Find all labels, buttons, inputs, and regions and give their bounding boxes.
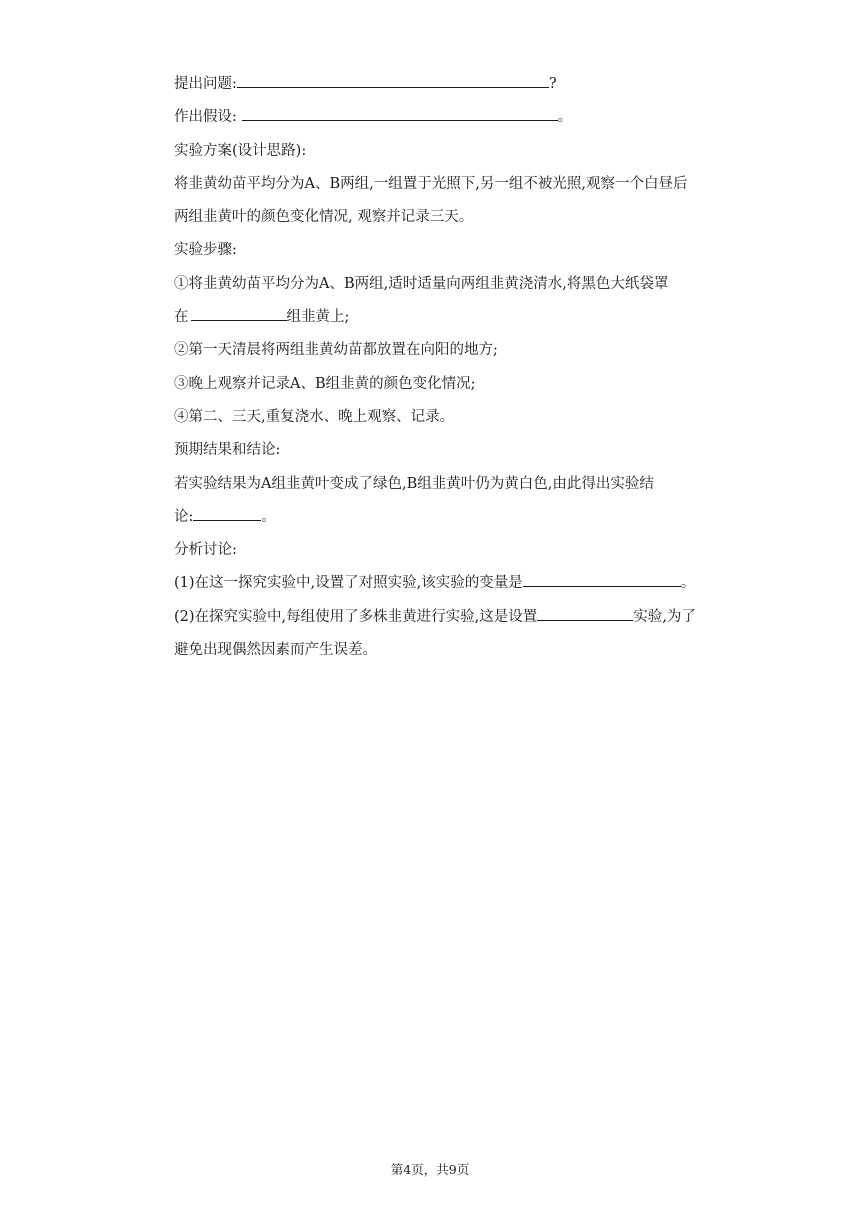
results-heading: 预期结果和结论: bbox=[174, 442, 281, 459]
plan-text-line-1: 将韭黄幼苗平均分为A、B两组,一组置于光照下,另一组不被光照,观察一个白昼后 bbox=[174, 175, 688, 192]
step4-line: ④第二、三天,重复浇水、晚上观察、记录。 bbox=[174, 408, 455, 425]
conclusion-blank[interactable] bbox=[193, 505, 261, 521]
discussion-q1 bbox=[174, 571, 734, 604]
plan-text-line-2: 两组韭黄叶的颜色变化情况, 观察并记录三天。 bbox=[174, 209, 474, 226]
hypothesis-line bbox=[174, 105, 734, 138]
results-suffix: 。 bbox=[261, 508, 276, 525]
question-blank[interactable] bbox=[237, 72, 549, 88]
hypothesis-blank[interactable] bbox=[242, 105, 558, 121]
page-number-footer: 第4页，共9页 bbox=[390, 1162, 470, 1177]
step3-line: ③晚上观察并记录A、B组韭黄的颜色变化情况; bbox=[174, 375, 476, 392]
results-prefix: 论: bbox=[174, 508, 194, 525]
variable-blank[interactable] bbox=[523, 571, 681, 587]
discussion-q2-line-2: 避免出现偶然因素而产生误差。 bbox=[174, 642, 377, 659]
discussion-q2-line-1 bbox=[174, 605, 734, 638]
step1-line-1: ①将韭黄幼苗平均分为A、B两组,适时适量向两组韭黄浇清水,将黑色大纸袋罩 bbox=[174, 275, 669, 292]
step1-line-2 bbox=[174, 305, 734, 338]
question-label: 提出问题: bbox=[174, 76, 237, 92]
hypothesis-label: 作出假设: bbox=[174, 109, 242, 126]
worksheet-content bbox=[174, 72, 734, 671]
steps-heading: 实验步骤: bbox=[174, 242, 237, 259]
step1-suffix: 组韭黄上; bbox=[286, 309, 350, 326]
question-line bbox=[174, 72, 734, 105]
q2-suffix: 实验,为了 bbox=[633, 608, 696, 625]
q1-suffix: 。 bbox=[680, 575, 696, 592]
step2-line: ②第一天清晨将两组韭黄幼苗都放置在向阳的地方; bbox=[174, 342, 498, 359]
question-mark: ? bbox=[548, 76, 557, 92]
hypothesis-period: 。 bbox=[557, 109, 572, 126]
plan-heading: 实验方案(设计思路): bbox=[174, 142, 307, 159]
q1-prefix: (1)在这一探究实验中,设置了对照实验,该实验的变量是 bbox=[174, 575, 523, 592]
results-line-2 bbox=[174, 505, 734, 538]
group-blank[interactable] bbox=[191, 305, 287, 321]
step1-prefix: 在 bbox=[174, 309, 189, 326]
discussion-heading: 分析讨论: bbox=[174, 542, 237, 559]
results-line-1: 若实验结果为A组韭黄叶变成了绿色,B组韭黄叶仍为黄白色,由此得出实验结 bbox=[174, 475, 654, 492]
repeat-blank[interactable] bbox=[537, 605, 633, 621]
q2-prefix: (2)在探究实验中,每组使用了多株韭黄进行实验,这是设置 bbox=[174, 608, 538, 625]
